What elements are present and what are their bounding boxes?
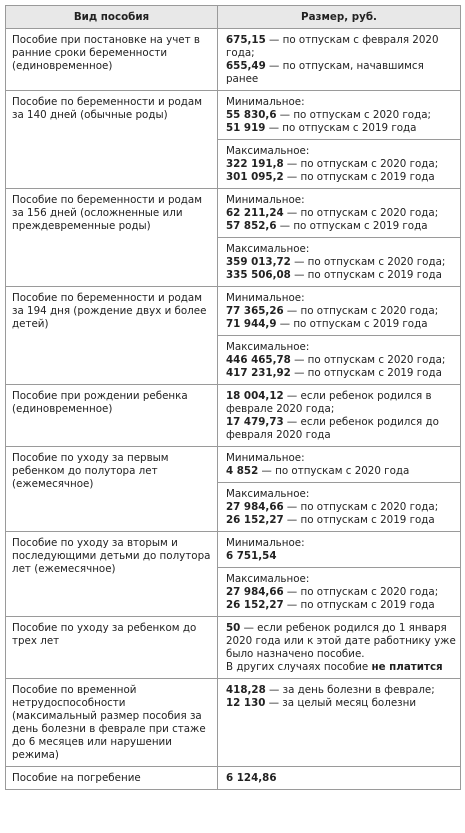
- amount-value: 6 124,86: [226, 772, 277, 784]
- amount-note: — по отпускам с 2020 года;: [283, 305, 439, 317]
- amount-note: — если ребенок родился до 1 января 2020 года или к этой дате работнику уже было назначено пособие.: [226, 622, 456, 660]
- amount-note: — по отпускам с 2020 года;: [290, 354, 446, 366]
- benefit-type-cell: Пособие по уходу за вторым и последующими детьми до полутора лет (ежемесячное): [6, 532, 218, 617]
- amount-cell-max: [218, 568, 461, 617]
- min-heading: Минимальное:: [226, 194, 305, 206]
- amount-cell: [218, 767, 461, 790]
- amount-value: 55 830,6: [226, 109, 277, 121]
- amount-cell-max: [218, 238, 461, 287]
- benefit-type-cell: Пособие при постановке на учет в ранние сроки беременности (единовременное): [6, 29, 218, 91]
- amount-note: — по отпускам с 2020 года: [258, 465, 410, 477]
- min-heading: Минимальное:: [226, 537, 305, 549]
- amount-cell-min: [218, 287, 461, 336]
- amount-cell-max: [218, 336, 461, 385]
- amount-value: 446 465,78: [226, 354, 291, 366]
- table-row: [6, 29, 461, 91]
- amount-cell: [218, 29, 461, 91]
- amount-value: 51 919: [226, 122, 266, 134]
- amount-value: 17 479,73: [226, 416, 284, 428]
- amount-value: 359 013,72: [226, 256, 291, 268]
- header-amount: Размер, руб.: [218, 6, 461, 29]
- benefit-type-cell: Пособие по беременности и родам за 140 дней (обычные роды): [6, 91, 218, 189]
- benefit-type-cell: Пособие по уходу за ребенком до трех лет: [6, 617, 218, 679]
- header-benefit-type: Вид пособия: [6, 6, 218, 29]
- amount-value: 26 152,27: [226, 514, 284, 526]
- amount-note: — по отпускам с 2020 года;: [290, 256, 446, 268]
- min-heading: Минимальное:: [226, 96, 305, 108]
- table-row: [6, 617, 461, 679]
- amount-cell-min: [218, 447, 461, 483]
- amount-value: 6 751,54: [226, 550, 277, 562]
- max-heading: Максимальное:: [226, 341, 310, 353]
- max-heading: Максимальное:: [226, 145, 310, 157]
- amount-value: 18 004,12: [226, 390, 284, 402]
- table-row: [6, 679, 461, 767]
- amount-cell-min: [218, 532, 461, 568]
- amount-value: 4 852: [226, 465, 259, 477]
- amount-note: — по отпускам с 2019 года: [290, 367, 442, 379]
- amount-cell: [218, 617, 461, 679]
- amount-value: 335 506,08: [226, 269, 291, 281]
- amount-note: — по отпускам с 2019 года: [265, 122, 417, 134]
- amount-note: — по отпускам, начавшимся ранее: [226, 60, 424, 85]
- amount-note: — по отпускам с февраля 2020 года;: [226, 34, 439, 59]
- table-header-row: [6, 6, 461, 29]
- table-row: [6, 767, 461, 790]
- table-row: [6, 91, 461, 140]
- amount-value: 62 211,24: [226, 207, 284, 219]
- amount-value: 301 095,2: [226, 171, 284, 183]
- amount-value: 418,28: [226, 684, 266, 696]
- amount-note: В других случаях пособие: [226, 661, 372, 673]
- amount-note: — если ребенок родился в феврале 2020 года;: [226, 390, 432, 415]
- benefit-type-cell: Пособие по беременности и родам за 156 дней (осложненные или преждевременные роды): [6, 189, 218, 287]
- amount-note: — по отпускам с 2019 года: [283, 599, 435, 611]
- amount-value: 417 231,92: [226, 367, 291, 379]
- table-row: [6, 385, 461, 447]
- amount-note: — по отпускам с 2020 года;: [276, 109, 432, 121]
- amount-cell-min: [218, 91, 461, 140]
- amount-note: — по отпускам с 2020 года;: [283, 158, 439, 170]
- amount-note: — по отпускам с 2019 года: [276, 318, 428, 330]
- table-row: [6, 287, 461, 336]
- not-paid-label: не платится: [371, 661, 443, 673]
- amount-cell: [218, 385, 461, 447]
- amount-note: — по отпускам с 2019 года: [283, 514, 435, 526]
- amount-note: — по отпускам с 2019 года: [283, 171, 435, 183]
- benefit-type-cell: Пособие по временной нетрудоспособности (максимальный размер пособия за день болезни в феврале при стаже до 6 месяцев или нарушении режима): [6, 679, 218, 767]
- benefit-type-cell: Пособие по уходу за первым ребенком до полутора лет (ежемесячное): [6, 447, 218, 532]
- amount-value: 322 191,8: [226, 158, 284, 170]
- amount-value: 77 365,26: [226, 305, 284, 317]
- amount-note: — по отпускам с 2019 года: [276, 220, 428, 232]
- amount-value: 655,49: [226, 60, 266, 72]
- amount-cell-max: [218, 140, 461, 189]
- amount-note: — по отпускам с 2020 года;: [283, 586, 439, 598]
- table-row: [6, 189, 461, 238]
- min-heading: Минимальное:: [226, 292, 305, 304]
- max-heading: Максимальное:: [226, 488, 310, 500]
- benefit-type-cell: Пособие по беременности и родам за 194 дня (рождение двух и более детей): [6, 287, 218, 385]
- amount-value: 27 984,66: [226, 501, 284, 513]
- amount-note: — по отпускам с 2019 года: [290, 269, 442, 281]
- benefits-table: [5, 5, 461, 790]
- amount-value: 27 984,66: [226, 586, 284, 598]
- table-row: [6, 532, 461, 568]
- amount-note: — за целый месяц болезни: [265, 697, 417, 709]
- min-heading: Минимальное:: [226, 452, 305, 464]
- amount-cell-max: [218, 483, 461, 532]
- amount-value: 50: [226, 622, 241, 634]
- amount-note: — по отпускам с 2020 года;: [283, 501, 439, 513]
- amount-note: — если ребенок родился до февраля 2020 года: [226, 416, 439, 441]
- amount-cell: [218, 679, 461, 767]
- amount-value: 71 944,9: [226, 318, 277, 330]
- max-heading: Максимальное:: [226, 573, 310, 585]
- amount-value: 675,15: [226, 34, 266, 46]
- benefit-type-cell: Пособие на погребение: [6, 767, 218, 790]
- amount-note: — за день болезни в феврале;: [265, 684, 435, 696]
- max-heading: Максимальное:: [226, 243, 310, 255]
- amount-value: 12 130: [226, 697, 266, 709]
- amount-note: — по отпускам с 2020 года;: [283, 207, 439, 219]
- table-row: [6, 447, 461, 483]
- amount-cell-min: [218, 189, 461, 238]
- benefit-type-cell: Пособие при рождении ребенка (единовременное): [6, 385, 218, 447]
- amount-value: 57 852,6: [226, 220, 277, 232]
- amount-value: 26 152,27: [226, 599, 284, 611]
